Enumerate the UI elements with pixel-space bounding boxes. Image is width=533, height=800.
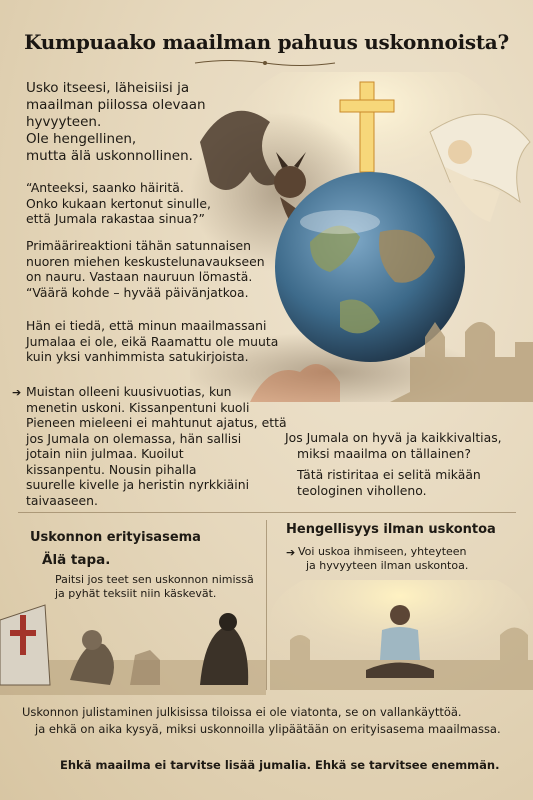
violence-illustration: [0, 600, 266, 695]
reaction-block: [26, 238, 276, 300]
question-line: Jos Jumala on hyvä ja kaikkivaltias,: [285, 430, 502, 445]
reaction-line: “Väärä kohde – hyvää päivänjatkoa.: [26, 284, 249, 300]
intro-line: Ole hengellinen,: [26, 131, 137, 147]
right-panel-text: [298, 545, 523, 573]
intro-line: mutta älä uskonnollinen.: [26, 148, 193, 164]
footer-line-2: ja ehkä on aika kysyä, miksi uskonnoilla ylipäätään on erityisasema maailmassa.: [35, 722, 501, 736]
left-panel-line: ja pyhät teksiit niin käskevät.: [55, 587, 217, 600]
memory-block: [26, 384, 316, 508]
panel-divider: [266, 520, 267, 690]
notknow-line: kuin yksi vanhimmista satukirjoista.: [26, 349, 249, 364]
memory-line: menetin uskoni. Kissanpentuni kuoli: [26, 399, 250, 415]
reaction-line: on nauru. Vastaan nauruun lömastä.: [26, 269, 253, 284]
page-title: Kumpuaako maailman pahuus uskonnoista?: [24, 30, 509, 54]
question-block: [285, 430, 525, 498]
title-flourish: [190, 58, 340, 68]
notknow-line: Jumalaa ei ole, eikä Raamattu ole muuta: [26, 333, 279, 349]
memory-line: Muistan olleeni kuusivuotias, kun: [26, 384, 232, 399]
section-divider: [18, 512, 516, 513]
notknow-block: [26, 318, 291, 365]
intro-line: maailman piilossa olevaan: [26, 97, 206, 113]
reaction-line: Primäärireaktioni tähän satunnaisen: [26, 238, 252, 253]
reaction-line: nuoren miehen keskustelunavaukseen: [26, 253, 265, 269]
arrow-icon: ➔: [286, 546, 296, 559]
question-line: teologinen viholleno.: [297, 482, 427, 498]
right-panel-title: Hengellisyys ilman uskontoa: [286, 522, 496, 537]
notknow-line: Hän ei tiedä, että minun maailmassani: [26, 318, 267, 333]
memory-line: Pieneen mieleeni ei mahtunut ajatus, että: [26, 415, 287, 430]
footer-line-1: Uskonnon julistaminen julkisissa tiloissa ei ole viatonta, se on vallankäyttöä.: [22, 705, 462, 719]
question-line: Tätä ristiritaa ei selitä mikään: [297, 467, 481, 482]
left-panel-bullet: Älä tapa.: [42, 552, 111, 568]
memory-line: jos Jumala on olemassa, hän sallisi: [26, 430, 242, 446]
knight-icon: [0, 605, 50, 685]
arrow-icon: ➔: [12, 386, 22, 399]
memory-line: suurelle kivelle ja heristin nyrkkiäini taivaaseen.: [26, 477, 250, 508]
quote-line: “Anteeksi, saanko häiritä.: [26, 180, 184, 195]
memory-line: jotain niin julmaa. Kuoilut: [26, 446, 184, 461]
intro-line: Usko itseesi, läheisiisi ja: [26, 80, 190, 96]
quote-block: [26, 180, 246, 227]
quote-line: että Jumala rakastaa sinua?”: [26, 211, 205, 226]
footer-line-3: Ehkä maailma ei tarvitse lisää jumalia. Ehkä se tarvitsee enemmän.: [60, 758, 500, 772]
right-panel-line: Voi uskoa ihmiseen, yhteyteen: [298, 545, 467, 558]
meditation-illustration: [270, 580, 533, 690]
quote-line: Onko kukaan kertonut sinulle,: [26, 195, 211, 211]
left-panel-line: Paitsi jos teet sen uskonnon nimissä: [55, 573, 254, 586]
intro-line: hyvyyteen.: [26, 114, 102, 130]
question-line: miksi maailma on tällainen?: [297, 445, 471, 461]
left-panel-title: Uskonnon erityisasema: [30, 530, 201, 545]
memory-line: kissanpentu. Nousin pihalla: [26, 461, 197, 477]
intro-block: [26, 80, 236, 165]
left-panel-text: [55, 573, 265, 601]
right-panel-line: ja hyvyyteen ilman uskontoa.: [306, 559, 469, 572]
